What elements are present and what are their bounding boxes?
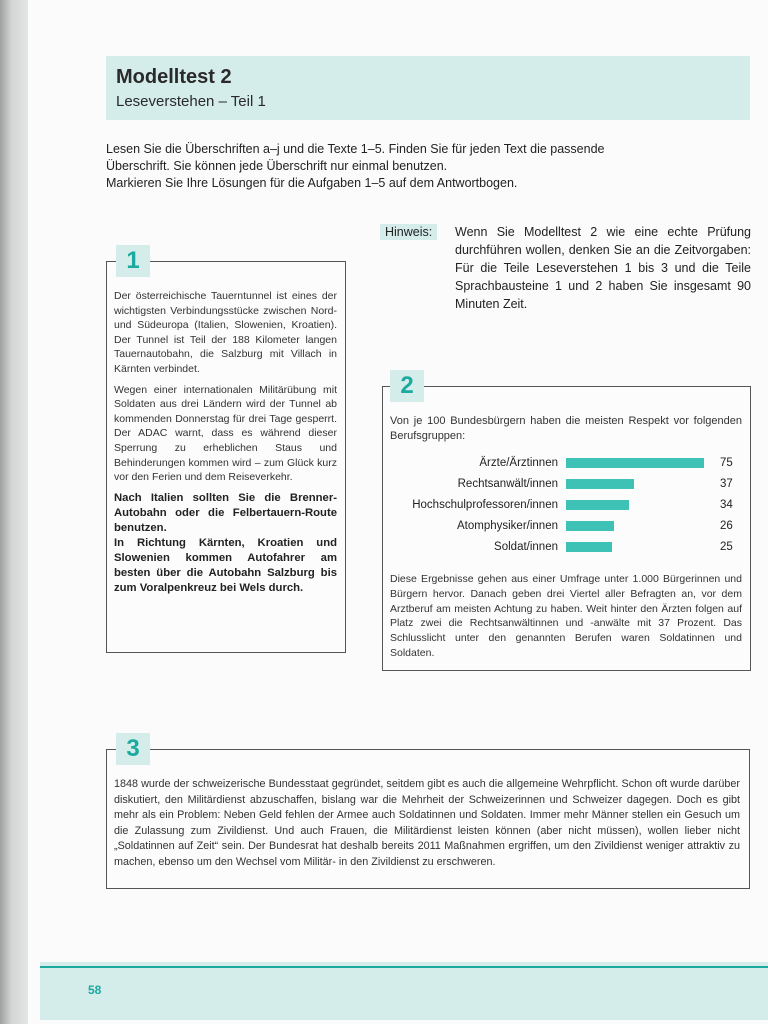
text-2-closing: Diese Ergebnisse gehen aus einer Umfrage unter 1.000 Bürgerinnen und Bürgern hervor. Danach geben drei Viertel aller Befragten an, vor dem Arztberuf am meisten Achtung zu haben. Weit hinter den Ärzten folgen auf Platz zwei die Rechtsanwältinnen und -anwälte mit 37 Prozent. Das Schlusslicht unter den genannten Berufen waren Soldatinnen und Soldaten. bbox=[390, 573, 742, 659]
bar bbox=[566, 458, 704, 468]
text-1-paragraph: Wegen einer internationalen Militärübung mit Soldaten aus drei Ländern wird der Tunnel ab kommenden Donnerstag für drei Tage gesperrt. Der ADAC warnt, dass es während dieser Sperrung zu erheblichen Staus und Behinderungen kommen wird – zum Glück kurz vor den Ferien und dem Reiseverkehr. bbox=[114, 383, 337, 484]
text-2-intro: Von je 100 Bundesbürgern haben die meisten Respekt vor folgenden Berufsgruppen: bbox=[390, 415, 742, 442]
bar-label: Atomphysiker/innen bbox=[457, 520, 558, 532]
bar-value-label: 26 bbox=[720, 520, 733, 532]
page-subtitle: Leseverstehen – Teil 1 bbox=[116, 93, 266, 110]
bar-label: Hochschulprofessoren/innen bbox=[412, 499, 558, 511]
bar bbox=[566, 542, 612, 552]
text-1-content bbox=[114, 289, 337, 602]
text-number-3: 3 bbox=[116, 733, 150, 765]
bar-label: Ärzte/Ärztinnen bbox=[479, 457, 558, 469]
text-3-content: 1848 wurde der schweizerische Bundesstaat gegründet, seitdem gibt es auch die allgemeine Wehrpflicht. Schon oft wurde darüber diskutiert, den Militärdienst abzuschaffen, bislang war die Mehrheit der Schweizerinnen und Schweizer dagegen. Doch es gibt mehr als ein Problem: Neben Geld fehlen der Armee auch Soldatinnen und Soldaten. Immer mehr Männer stellen ein Gesuch um die Zulassung zum Zivildienst. Und auch Frauen, die Militärdienst leisten können (aber nicht müssen), wollen lieber nicht „Soldatinnen auf Zeit“ sein. Der Bundesrat hat deshalb bereits 2011 Maßnahmen ergriffen, um den Zivildienst weniger attraktiv zu machen, ebenso um den Wechsel vom Militär- in den Zivildienst zu erschweren. bbox=[114, 778, 740, 868]
instructions bbox=[106, 141, 716, 192]
text-1-paragraph: Der österreichische Tauerntunnel ist eines der wichtigsten Verbindungsstücke zwischen Nord- und Südeuropa (Italien, Slowenien, Kroatien). Der Tunnel ist Teil der 188 Kilometer langen Tauernautobahn, die Salzburg mit Villach in Kärnten verbindet. bbox=[114, 290, 337, 375]
bar-value-label: 37 bbox=[720, 478, 733, 490]
text-1-bold-paragraph bbox=[114, 491, 337, 596]
instructions-line: Überschrift. Sie können jede Überschrift nur einmal benutzen. bbox=[106, 159, 448, 173]
bar-label: Soldat/innen bbox=[494, 541, 558, 553]
instructions-line: Markieren Sie Ihre Lösungen für die Aufgaben 1–5 auf dem Antwortbogen. bbox=[106, 176, 518, 190]
footer-band bbox=[40, 962, 768, 1020]
page-title: Modelltest 2 bbox=[116, 66, 232, 88]
bar-value-label: 34 bbox=[720, 499, 733, 511]
text-number-2: 2 bbox=[390, 370, 424, 402]
bar-value-label: 75 bbox=[720, 457, 733, 469]
page-number: 58 bbox=[88, 983, 102, 997]
text-1-bold-line: Nach Italien sollten Sie die Brenner-Autobahn oder die Felbertauern-Route benutzen. bbox=[114, 491, 337, 534]
hint-text: Wenn Sie Modelltest 2 wie eine echte Prüfung durchführen wollen, denken Sie an die Zeitvorgaben: Für die Teile Leseverstehen 1 bis 3 und die Teile Sprachbausteine 1 und 2 haben Sie insgesamt 90 Minuten Zeit. bbox=[455, 225, 751, 311]
instructions-line: Lesen Sie die Überschriften a–j und die Texte 1–5. Finden Sie für jeden Text die passende bbox=[106, 142, 605, 156]
text-number-1: 1 bbox=[116, 245, 150, 277]
bar bbox=[566, 479, 634, 489]
bar bbox=[566, 521, 614, 531]
footer-divider bbox=[40, 966, 768, 968]
bar-value-label: 25 bbox=[720, 541, 733, 553]
hint-label: Hinweis: bbox=[380, 224, 437, 240]
bar bbox=[566, 500, 629, 510]
text-1-bold-line: In Richtung Kärnten, Kroatien und Slowenien kommen Autofahrer am besten über die Autobahn Salzburg bis zum Voralpenkreuz bei Wels durch. bbox=[114, 536, 337, 594]
bar-label: Rechtsanwält/innen bbox=[457, 478, 558, 490]
